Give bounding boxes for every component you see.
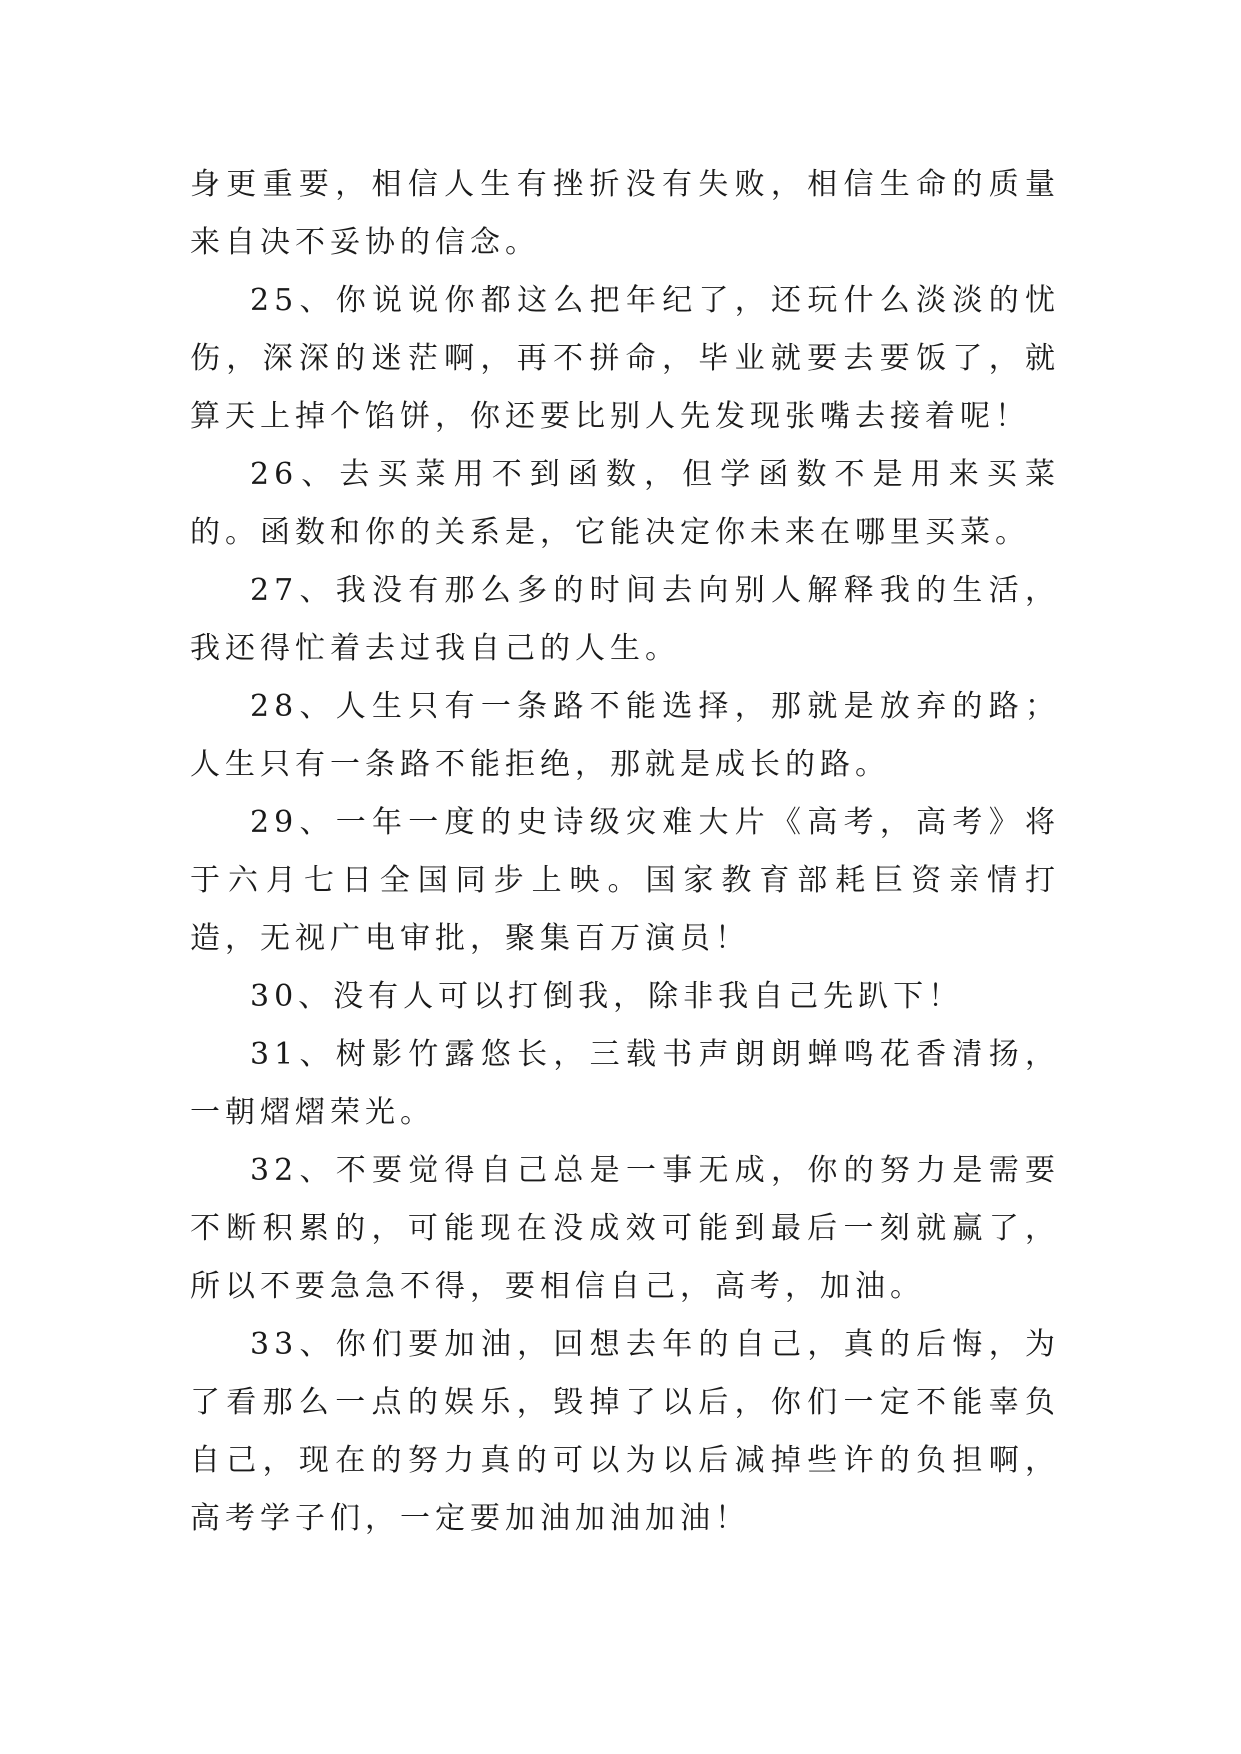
paragraph-28: 28、人生只有一条路不能选择，那就是放弃的路；人生只有一条路不能拒绝，那就是成长的路。 bbox=[190, 689, 1060, 782]
paragraph-29: 29、一年一度的史诗级灾难大片《高考，高考》将于六月七日全国同步上映。国家教育部耗巨资亲情打造，无视广电审批，聚集百万演员！ bbox=[190, 805, 1060, 956]
paragraph-33: 33、你们要加油，回想去年的自己，真的后悔，为了看那么一点的娱乐，毁掉了以后，你们一定不能辜负自己，现在的努力真的可以为以后减掉些许的负担啊，高考学子们，一定要加油加油加油！ bbox=[190, 1327, 1060, 1536]
paragraph-32: 32、不要觉得自己总是一事无成，你的努力是需要不断积累的，可能现在没成效可能到最后一刻就赢了，所以不要急急不得，要相信自己，高考，加油。 bbox=[190, 1153, 1060, 1304]
document-body bbox=[190, 156, 1060, 1548]
paragraph-26: 26、去买菜用不到函数，但学函数不是用来买菜的。函数和你的关系是，它能决定你未来在哪里买菜。 bbox=[190, 457, 1060, 550]
paragraph-27: 27、我没有那么多的时间去向别人解释我的生活，我还得忙着去过我自己的人生。 bbox=[190, 573, 1060, 666]
paragraph-24-continued: 身更重要，相信人生有挫折没有失败，相信生命的质量来自决不妥协的信念。 bbox=[190, 167, 1060, 260]
paragraph-31: 31、树影竹露悠长，三载书声朗朗蝉鸣花香清扬，一朝熠熠荣光。 bbox=[190, 1037, 1060, 1130]
paragraph-25: 25、你说说你都这么把年纪了，还玩什么淡淡的忧伤，深深的迷茫啊，再不拼命，毕业就要去要饭了，就算天上掉个馅饼，你还要比别人先发现张嘴去接着呢！ bbox=[190, 283, 1060, 434]
paragraph-30: 30、没有人可以打倒我，除非我自己先趴下！ bbox=[250, 979, 964, 1014]
